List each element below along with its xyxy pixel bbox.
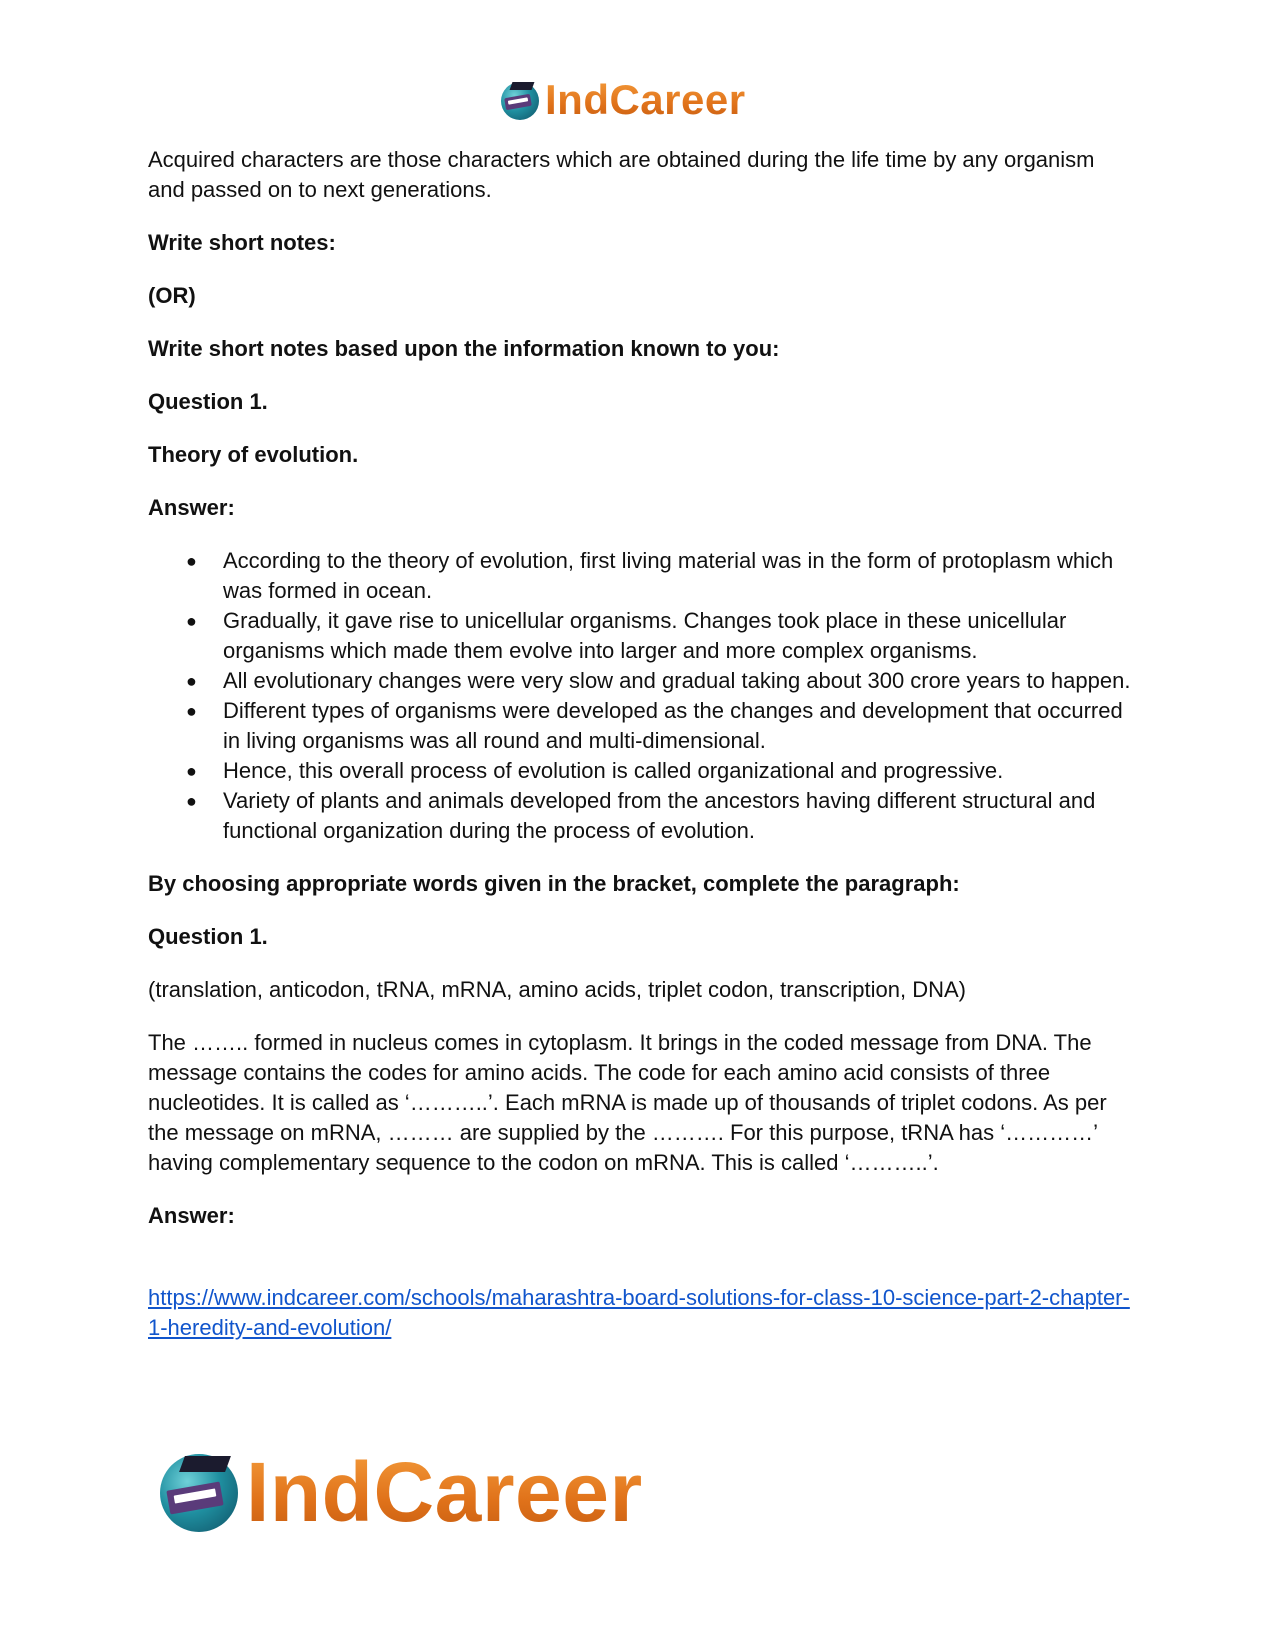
source-link[interactable]: https://www.indcareer.com/schools/maharashtra-board-solutions-for-class-10-science-part-2-chapter-1-heredity-and-evolution/: [148, 1285, 1130, 1340]
header-logo: [499, 78, 746, 122]
section2-heading: By choosing appropriate words given in the bracket, complete the paragraph:: [148, 871, 960, 896]
word-options: (translation, anticodon, tRNA, mRNA, amino acids, triplet codon, transcription, DNA): [148, 977, 966, 1002]
question-label: Question 1.: [148, 924, 268, 949]
fill-in-paragraph: The …….. formed in nucleus comes in cytoplasm. It brings in the coded message from DNA. The message contains the codes for amino acids. The code for each amino acid consists of three nucleotides. It is called as ‘………..’. Each mRNA is made up of thousands of triplet codons. As per the message on mRNA, ……… are supplied by the ………. For this purpose, tRNA has ‘…………’ having complementary sequence to the codon on mRNA. This is called ‘………..’.: [148, 1030, 1107, 1175]
answer-label: Answer:: [148, 1203, 235, 1228]
header-logo-text: IndCareer: [545, 76, 746, 123]
intro-paragraph: Acquired characters are those characters which are obtained during the life time by any organism and passed on to next generations.: [148, 147, 1095, 202]
list-item: ● Gradually, it gave rise to unicellular organisms. Changes took place in these unicellular organisms which made them evolve into larger and more complex organisms.: [148, 606, 1133, 666]
document-body: [148, 145, 1133, 1343]
indcareer-logo-icon: [499, 78, 543, 122]
list-item: ● According to the theory of evolution, first living material was in the form of protoplasm which was formed in ocean.: [148, 546, 1133, 606]
list-item: ● All evolutionary changes were very slow and gradual taking about 300 crore years to happen.: [148, 666, 1133, 696]
answer-bullet-list: [148, 546, 1133, 846]
or-label: (OR): [148, 283, 196, 308]
list-item: ● Hence, this overall process of evolution is called organizational and progressive.: [148, 756, 1133, 786]
footer-logo-text: IndCareer: [246, 1445, 643, 1539]
section-heading: Write short notes:: [148, 230, 336, 255]
footer-logo: [158, 1445, 643, 1539]
answer-label: Answer:: [148, 495, 235, 520]
section-subheading: Write short notes based upon the information known to you:: [148, 336, 780, 361]
list-item: ● Different types of organisms were developed as the changes and development that occurred in living organisms was all round and multi-dimensional.: [148, 696, 1133, 756]
list-item: ● Variety of plants and animals developed from the ancestors having different structural and functional organization during the process of evolution.: [148, 786, 1133, 846]
indcareer-logo-icon: [158, 1450, 242, 1534]
question-label: Question 1.: [148, 389, 268, 414]
source-link-wrap: [148, 1283, 1133, 1343]
question-title: Theory of evolution.: [148, 442, 359, 467]
